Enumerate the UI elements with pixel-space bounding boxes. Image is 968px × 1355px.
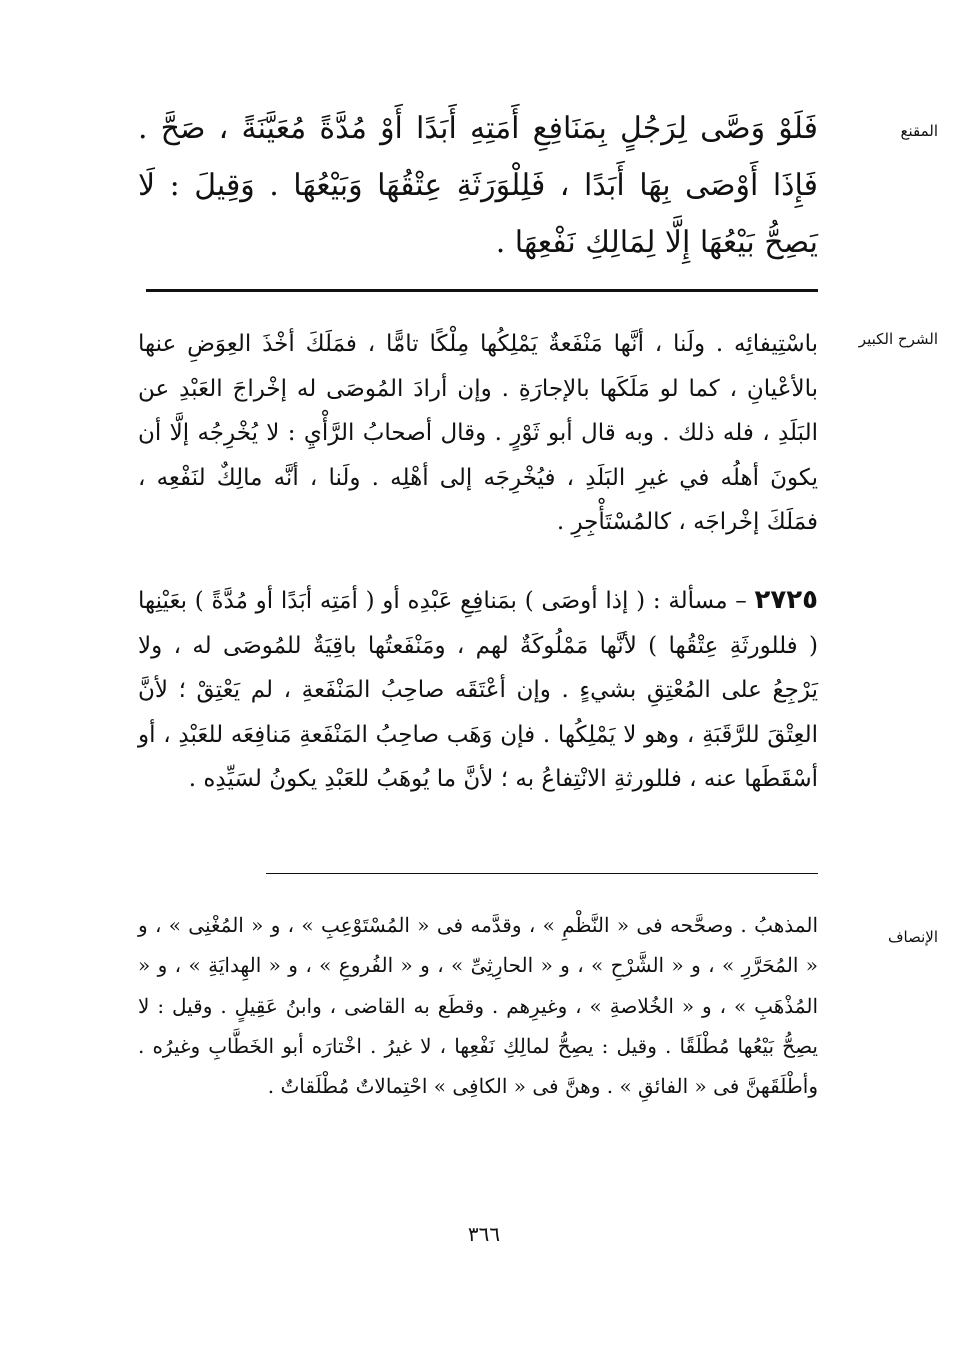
muqni-text: فَلَوْ وَصَّى لِرَجُلٍ بِمَنَافِعِ أَمَتِهِ أَبَدًا أَوْ مُدَّةً مُعَيَّنَةً ، صَحَّ . فَإِذَا أَوْصَى بِهَا أَبَدًا ، فَلِلْوَرَثَةِ عِتْقُهَا وَبَيْعُهَا . وَقِيلَ : لَا يَصِحُّ بَيْعُهَا إِلَّا لِمَالِكِ نَفْعِهَا . xyxy=(138,111,818,260)
sharh-text: باسْتِيفائِه . ولَنا ، أنَّها مَنْفَعةٌ يَمْلِكُها مِلْكًا تامًّا ، فمَلَكَ أخْذَ العِوَضِ عنها بالأعْيانِ ، كما لو مَلَكَها بالإجارَةِ . وإن أرادَ المُوصَى له إخْراجَ العَبْدِ عن البَلَدِ ، فله ذلك . وبه قال أبو ثَوْرٍ . وقال أصحابُ الرَّأْيِ : لا يُخْرِجُه إلَّا أن يكونَ أهلُه في غيرِ البَلَدِ ، فيُخْرِجَه إلى أهْلِه . ولَنا ، أنَّه مالِكٌ لنَفْعِه ، فمَلَكَ إخْراجَه ، كالمُسْتَأْجِرِ . xyxy=(138,331,818,536)
insaf-text: المذهبُ . وصحَّحه فى « النَّظْمِ » ، وقدَّمه فى « المُسْتَوْعِبِ » ، و « المُغْنِى » ، و « المُحَرَّرِ » ، و « الشَّرْحِ » ، و « الحارِثِىِّ » ، و « الفُروعِ » ، و « الهِدايَةِ » ، و « المُذْهَبِ » ، و « الخُلاصةِ » ، وغيرِهم . وقطَع به القاضى ، وابنُ عَقِيلٍ . وقيل : لا يصِحُّ بَيْعُها مُطْلَقًا . وقيل : يصِحُّ لمالِكِ نَفْعِها ، لا غيرُ . اخْتارَه أبو الخَطَّابِ وغيرُه . وأطْلَقَهنَّ فى « الفائقِ » . وهنَّ فى « الكافِى » احْتِمالاتٌ مُطْلَقاتٌ . xyxy=(138,913,818,1099)
sharh-text-block xyxy=(138,322,818,545)
muqni-label: المقنع xyxy=(900,122,938,140)
insaf-label: الإنصاف xyxy=(887,928,938,946)
issue-number: ٢٧٢٥ xyxy=(754,585,818,615)
masala-paragraph xyxy=(138,578,818,802)
section-divider-thin xyxy=(266,873,818,874)
insaf-text-block xyxy=(138,905,818,1106)
sharh-label: الشرح الكبير xyxy=(858,330,938,348)
muqni-text-block xyxy=(138,100,818,271)
page-number: ٣٦٦ xyxy=(467,1222,501,1246)
section-divider-thick xyxy=(146,289,818,292)
masala-text-block xyxy=(138,578,818,802)
masala-text: – مسألة : ( إذا أوصَى ) بمَنافِعِ عَبْدِه أو ( أمَتِه أبَدًا أو مُدَّةً ) بعَيْنِها ( فللورثَةِ عِتْقُها ) لأنَّها مَمْلُوكَةٌ لهم ، ومَنْفَعتُها باقِيَةٌ للمُوصَى له ، ولا يَرْجِعُ على المُعْتِقِ بشيءٍ . وإن أعْتَقَه صاحِبُ المَنْفَعةِ ، لم يَعْتِقْ ؛ لأنَّ العِتْقَ للرَّقَبَةِ ، وهو لا يَمْلِكُها . فإن وَهَب صاحِبُ المَنْفَعةِ مَنافِعَه للعَبْدِ ، أو أسْقَطَها عنه ، فللورثةِ الانْتِفاعُ به ؛ لأنَّ ما يُوهَبُ للعَبْدِ يكونُ لسَيِّدِه . xyxy=(138,588,818,793)
